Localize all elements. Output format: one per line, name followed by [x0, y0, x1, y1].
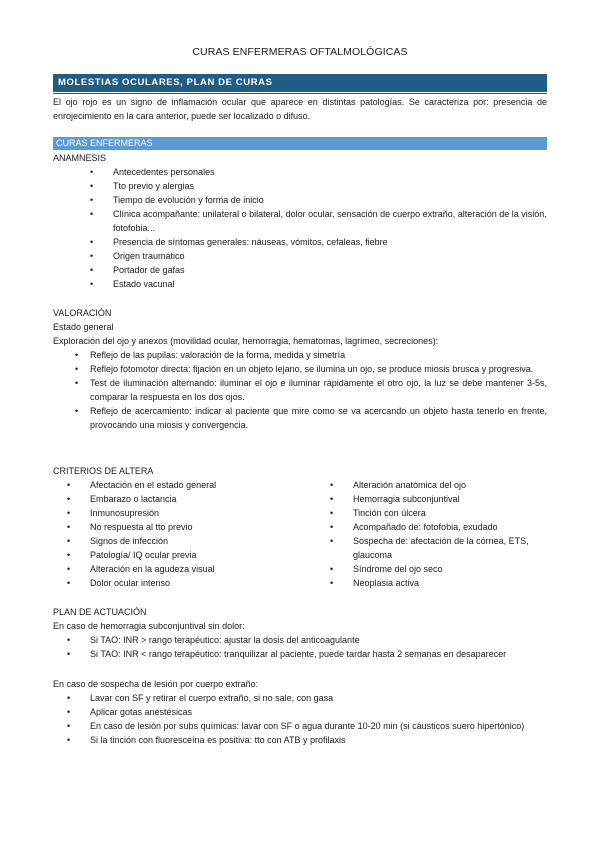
list-item: • Reflejo fotomotor directa: fijación en un objeto lejano, se ilumina un ojo, se produce miosis brusca y progresiva. — [73, 362, 547, 376]
list-item: • Presencia de síntomas generales: náuseas, vómitos, cefaleas, fiebre — [78, 235, 548, 249]
list-item: • Hemorragia subconjuntival — [318, 492, 548, 506]
list-item: • Si la tinción con fluoresceína es positiva: tto con ATB y profilaxis — [55, 733, 547, 747]
valoracion-description: Exploración del ojo y anexos (movilidad ocular, hemorragia, hematomas, lagrimeo, secreciones): — [53, 336, 439, 346]
list-item: • Si TAO: INR > rango terapéutico: ajustar la dosis del anticoagulante — [55, 633, 547, 647]
page-title: CURAS ENFERMERAS OFTALMOLÓGICAS — [192, 46, 408, 58]
list-item: • Acompañado de: fotofobia, exudado — [318, 520, 548, 534]
valoracion-list — [73, 348, 547, 432]
anamnesis-title: ANAMNESIS — [53, 153, 107, 163]
list-item: • Alteración en la agudeza visual — [55, 562, 305, 576]
list-item: • Alteración anatómica del ojo — [318, 478, 548, 492]
list-item: • Reflejo de las pupilas: valoración de la forma, medida y simetría — [73, 348, 547, 362]
list-item: • Portador de gafas — [78, 263, 548, 277]
valoracion-title: VALORACIÓN — [53, 308, 112, 318]
criterios-list-left — [55, 478, 305, 590]
list-item: • Sospecha de: afectación de la córnea, ETS, glaucoma — [318, 534, 548, 562]
list-item: • Tto previo y alergias — [78, 179, 548, 193]
list-item: • Clínica acompañante: unilateral o bilateral, dolor ocular, sensación de cuerpo extraño, alteración de la visión, fotofobia... — [78, 207, 548, 235]
list-item: • Síndrome del ojo seco — [318, 562, 548, 576]
list-item: • Neoplasia activa — [318, 576, 548, 590]
list-item: • Afectación en el estado general — [55, 478, 305, 492]
plan-case-cuerpo-extrano: En caso de sospecha de lesión por cuerpo extraño: — [53, 679, 259, 689]
list-item: • Origen traumático — [78, 249, 548, 263]
criterios-list-right — [318, 478, 548, 590]
valoracion-subtitle: Estado general — [53, 322, 114, 332]
list-item: • Test de iluminación alternando: iluminar el ojo e iluminar rápidamente el otro ojo, la luz se debe mantener 3-5s, comparar la respuesta en los dos ojos. — [73, 376, 547, 404]
list-item: • Tinción con úlcera — [318, 506, 548, 520]
list-item: • Patología/ IQ ocular previa — [55, 548, 305, 562]
list-item: • Si TAO: INR < rango terapéutico: tranquilizar al paciente, puede tardar hasta 2 semanas en desaparecer — [55, 647, 547, 661]
criterios-title: CRITERIOS DE ALTERA — [53, 466, 154, 476]
list-item: • Dolor ocular intenso — [55, 576, 305, 590]
list-item: • Lavar con SF y retirar el cuerpo extraño, si no sale, con gasa — [55, 691, 547, 705]
anamnesis-list — [78, 165, 548, 291]
list-item: • Antecedentes personales — [78, 165, 548, 179]
plan-case-cuerpo-extrano-list — [55, 691, 547, 747]
list-item: • En caso de lesión por subs químicas: lavar con SF o agua durante 10-20 min (si cáusticos suero hipertónico) — [55, 719, 547, 733]
list-item: • Inmunosupresión — [55, 506, 305, 520]
section-heading-molestias: MOLESTIAS OCULARES, PLAN DE CURAS — [53, 74, 547, 92]
plan-case-hemorragia: En caso de hemorragia subconjuntival sin dolor: — [53, 621, 245, 631]
list-item: • Signos de infección — [55, 534, 305, 548]
list-item: • Reflejo de acercamiento: indicar al paciente que mire como se va acercando un objeto hasta tenerlo en frente, provocando una miosis y convergencia. — [73, 404, 547, 432]
section-heading-curas: CURAS ENFERMERAS — [53, 137, 547, 150]
plan-title: PLAN DE ACTUACIÓN — [53, 607, 147, 617]
plan-case-hemorragia-list — [55, 633, 547, 661]
list-item: • Embarazo o lactancia — [55, 492, 305, 506]
intro-paragraph: El ojo rojo es un signo de inflamación ocular que aparece en distintas patologías. Se caracteriza por: presencia de enrojecimiento en la cara anterior, puede ser localizado o difuso. — [53, 97, 547, 121]
list-item: • Aplicar gotas anestésicas — [55, 705, 547, 719]
list-item: • No respuesta al tto previo — [55, 520, 305, 534]
list-item: • Tiempo de evolución y forma de inicio — [78, 193, 548, 207]
list-item: • Estado vacunal — [78, 277, 548, 291]
heading-rule — [53, 93, 547, 94]
